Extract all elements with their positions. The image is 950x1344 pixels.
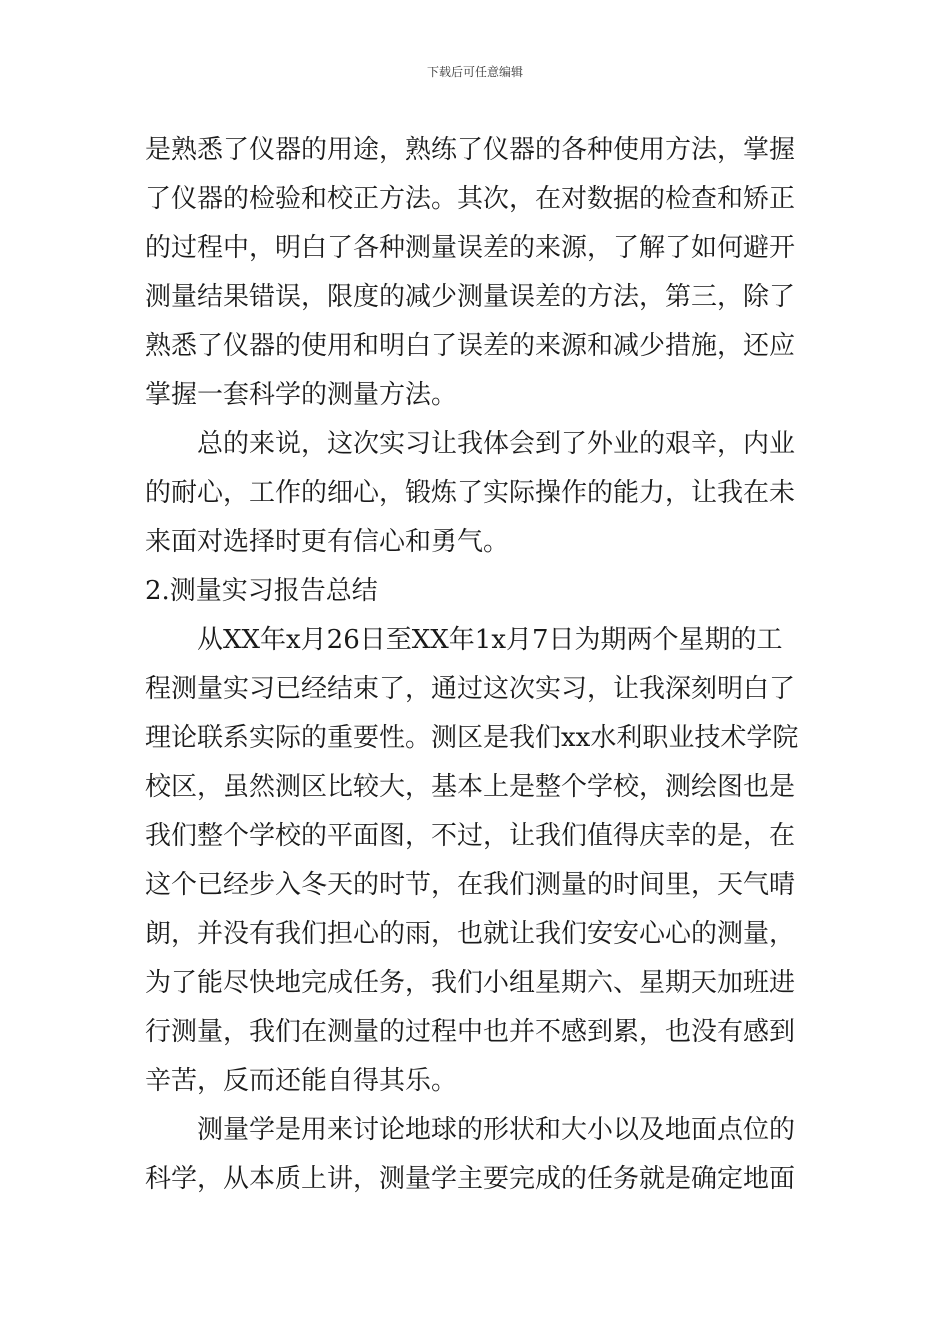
text-line: 科学，从本质上讲，测量学主要完成的任务就是确定地面: [145, 1164, 796, 1194]
text-line: 这个已经步入冬天的时节，在我们测量的时间里，天气晴: [145, 870, 796, 900]
page-header-note: 下载后可任意编辑: [426, 65, 523, 79]
section-heading: 2.测量实习报告总结: [145, 576, 378, 606]
text-line: 朗，并没有我们担心的雨，也就让我们安安心心的测量，: [145, 919, 796, 949]
text-line: 测量学是用来讨论地球的形状和大小以及地面点位的: [145, 1115, 796, 1145]
text-line: 总的来说，这次实习让我体会到了外业的艰辛，内业: [145, 429, 796, 459]
text-line: 为了能尽快地完成任务，我们小组星期六、星期天加班进: [145, 968, 796, 998]
text-line: 测量结果错误，限度的减少测量误差的方法，第三，除了: [145, 282, 796, 312]
text-line: 的过程中，明白了各种测量误差的来源，了解了如何避开: [145, 233, 796, 263]
text-line: 来面对选择时更有信心和勇气。: [145, 527, 510, 557]
text-line: 我们整个学校的平面图，不过，让我们值得庆幸的是，在: [145, 821, 796, 851]
text-line: 从XX年x月26日至XX年1x月7日为期两个星期的工: [145, 625, 783, 655]
text-line: 程测量实习已经结束了，通过这次实习，让我深刻明白了: [145, 674, 796, 704]
text-line: 了仪器的检验和校正方法。其次，在对数据的检查和矫正: [145, 184, 796, 214]
text-line: 辛苦，反而还能自得其乐。: [145, 1066, 458, 1096]
text-line: 理论联系实际的重要性。测区是我们xx水利职业技术学院: [145, 723, 799, 753]
text-line: 的耐心，工作的细心，锻炼了实际操作的能力，让我在未: [145, 478, 796, 508]
text-line: 掌握一套科学的测量方法。: [145, 380, 458, 410]
text-line: 熟悉了仪器的使用和明白了误差的来源和减少措施，还应: [145, 331, 796, 361]
text-line: 校区，虽然测区比较大，基本上是整个学校，测绘图也是: [145, 772, 796, 802]
text-line: 行测量，我们在测量的过程中也并不感到累，也没有感到: [145, 1017, 796, 1047]
text-line: 是熟悉了仪器的用途，熟练了仪器的各种使用方法，掌握: [145, 135, 796, 165]
document-body: [145, 130, 809, 1208]
